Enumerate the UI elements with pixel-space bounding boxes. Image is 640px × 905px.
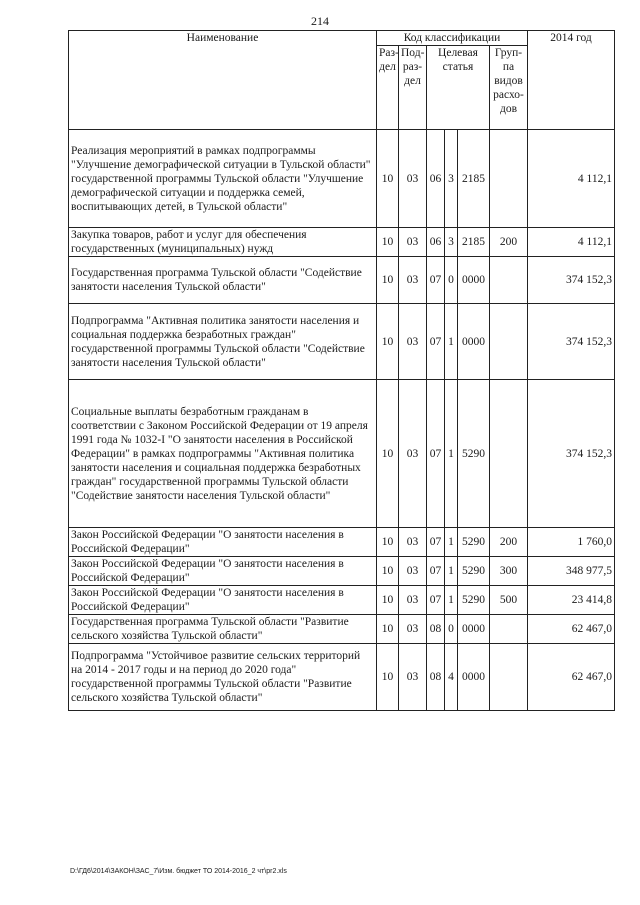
table-body — [69, 130, 615, 711]
row-expense-group: 200 — [490, 228, 528, 257]
row-expense-group — [490, 615, 528, 644]
row-target-direction: 5290 — [458, 557, 490, 586]
row-amount: 1 760,0 — [528, 528, 615, 557]
row-razdel: 10 — [377, 130, 399, 228]
row-expense-group: 300 — [490, 557, 528, 586]
row-podrazdel: 03 — [399, 257, 427, 304]
row-expense-group — [490, 304, 528, 380]
row-name: Подпрограмма "Активная политика занятости населения и социальная поддержка безработных граждан" государственной программы Тульской области "Содействие занятости населения Тульской области" — [69, 304, 377, 380]
row-razdel: 10 — [377, 257, 399, 304]
row-podrazdel: 03 — [399, 228, 427, 257]
row-razdel: 10 — [377, 644, 399, 711]
row-target-program: 07 — [427, 528, 445, 557]
row-target-direction: 0000 — [458, 257, 490, 304]
row-expense-group: 500 — [490, 586, 528, 615]
row-target-subprogram: 1 — [445, 304, 458, 380]
row-razdel: 10 — [377, 304, 399, 380]
row-target-direction: 0000 — [458, 304, 490, 380]
row-name: Социальные выплаты безработным гражданам в соответствии с Законом Российской Федерации от 19 апреля 1991 года № 1032-I "О занятости населения в Российской Федерации" в рамках подпрограммы "Активная политика занятости населения и социальная поддержка безработных граждан" государственной программы Тульской области "Содействие занятости населения Тульской области" — [69, 380, 377, 528]
row-podrazdel: 03 — [399, 304, 427, 380]
row-target-program: 07 — [427, 557, 445, 586]
header-code-group: Код классификации — [377, 31, 528, 46]
row-target-program: 07 — [427, 257, 445, 304]
row-podrazdel: 03 — [399, 644, 427, 711]
row-target-subprogram: 0 — [445, 257, 458, 304]
row-target-subprogram: 3 — [445, 228, 458, 257]
table-row — [69, 257, 615, 304]
row-razdel: 10 — [377, 380, 399, 528]
row-target-program: 08 — [427, 615, 445, 644]
file-path-footer: D:\ГД6\2014\ЗАКОН\ЗАС_7\Изм. бюджет ТО 2014-2016_2 чт\pr2.xls — [70, 868, 287, 875]
row-name: Подпрограмма "Устойчивое развитие сельских территорий на 2014 - 2017 годы и на период до 2020 года" государственной программы Тульской области "Развитие сельского хозяйства Тульской области" — [69, 644, 377, 711]
row-target-program: 07 — [427, 586, 445, 615]
row-name: Реализация мероприятий в рамках подпрограммы "Улучшение демографической ситуации в Тульской области" государственной программы Тульской области "Улучшение демографической ситуации и поддержка семей, воспитывающих детей, в Тульской области" — [69, 130, 377, 228]
row-podrazdel: 03 — [399, 586, 427, 615]
row-amount: 374 152,3 — [528, 380, 615, 528]
row-podrazdel: 03 — [399, 130, 427, 228]
row-target-program: 06 — [427, 130, 445, 228]
header-row — [69, 31, 615, 46]
row-amount: 62 467,0 — [528, 615, 615, 644]
row-amount: 374 152,3 — [528, 257, 615, 304]
row-amount: 4 112,1 — [528, 130, 615, 228]
header-name: Наименование — [69, 31, 377, 130]
page-number: 214 — [311, 14, 329, 28]
row-amount: 374 152,3 — [528, 304, 615, 380]
row-expense-group — [490, 257, 528, 304]
row-name: Закон Российской Федерации "О занятости населения в Российской Федерации" — [69, 586, 377, 615]
row-target-direction: 0000 — [458, 615, 490, 644]
row-name: Закупка товаров, работ и услуг для обеспечения государственных (муниципальных) нужд — [69, 228, 377, 257]
row-target-program: 06 — [427, 228, 445, 257]
row-expense-group — [490, 644, 528, 711]
table-row — [69, 130, 615, 228]
row-name: Государственная программа Тульской области "Содействие занятости населения Тульской области" — [69, 257, 377, 304]
row-target-direction: 5290 — [458, 586, 490, 615]
budget-table — [68, 30, 615, 711]
table-row — [69, 586, 615, 615]
row-target-direction: 5290 — [458, 528, 490, 557]
row-name: Государственная программа Тульской области "Развитие сельского хозяйства Тульской области" — [69, 615, 377, 644]
row-name: Закон Российской Федерации "О занятости населения в Российской Федерации" — [69, 528, 377, 557]
row-expense-group — [490, 380, 528, 528]
row-target-program: 08 — [427, 644, 445, 711]
row-razdel: 10 — [377, 586, 399, 615]
row-target-subprogram: 1 — [445, 557, 458, 586]
header-razdel: Раз- дел — [377, 46, 399, 130]
row-target-subprogram: 1 — [445, 380, 458, 528]
row-razdel: 10 — [377, 615, 399, 644]
row-target-direction: 2185 — [458, 228, 490, 257]
row-target-subprogram: 3 — [445, 130, 458, 228]
row-amount: 348 977,5 — [528, 557, 615, 586]
row-expense-group: 200 — [490, 528, 528, 557]
row-target-subprogram: 1 — [445, 586, 458, 615]
row-name: Закон Российской Федерации "О занятости населения в Российской Федерации" — [69, 557, 377, 586]
header-group: Груп- па видов расхо- дов — [490, 46, 528, 130]
row-target-program: 07 — [427, 304, 445, 380]
table-row — [69, 304, 615, 380]
row-podrazdel: 03 — [399, 557, 427, 586]
header-target: Целевая статья — [427, 46, 490, 130]
row-expense-group — [490, 130, 528, 228]
table-row — [69, 615, 615, 644]
row-razdel: 10 — [377, 228, 399, 257]
row-razdel: 10 — [377, 528, 399, 557]
row-podrazdel: 03 — [399, 380, 427, 528]
row-amount: 62 467,0 — [528, 644, 615, 711]
header-year: 2014 год — [528, 31, 615, 130]
row-target-subprogram: 4 — [445, 644, 458, 711]
row-podrazdel: 03 — [399, 528, 427, 557]
row-amount: 4 112,1 — [528, 228, 615, 257]
table-row — [69, 380, 615, 528]
row-target-direction: 5290 — [458, 380, 490, 528]
table-row — [69, 228, 615, 257]
header-podrazdel: Под- раз- дел — [399, 46, 427, 130]
row-podrazdel: 03 — [399, 615, 427, 644]
row-target-subprogram: 1 — [445, 528, 458, 557]
row-razdel: 10 — [377, 557, 399, 586]
row-target-program: 07 — [427, 380, 445, 528]
row-amount: 23 414,8 — [528, 586, 615, 615]
row-target-direction: 2185 — [458, 130, 490, 228]
row-target-direction: 0000 — [458, 644, 490, 711]
table-row — [69, 644, 615, 711]
table-row — [69, 528, 615, 557]
table-row — [69, 557, 615, 586]
row-target-subprogram: 0 — [445, 615, 458, 644]
